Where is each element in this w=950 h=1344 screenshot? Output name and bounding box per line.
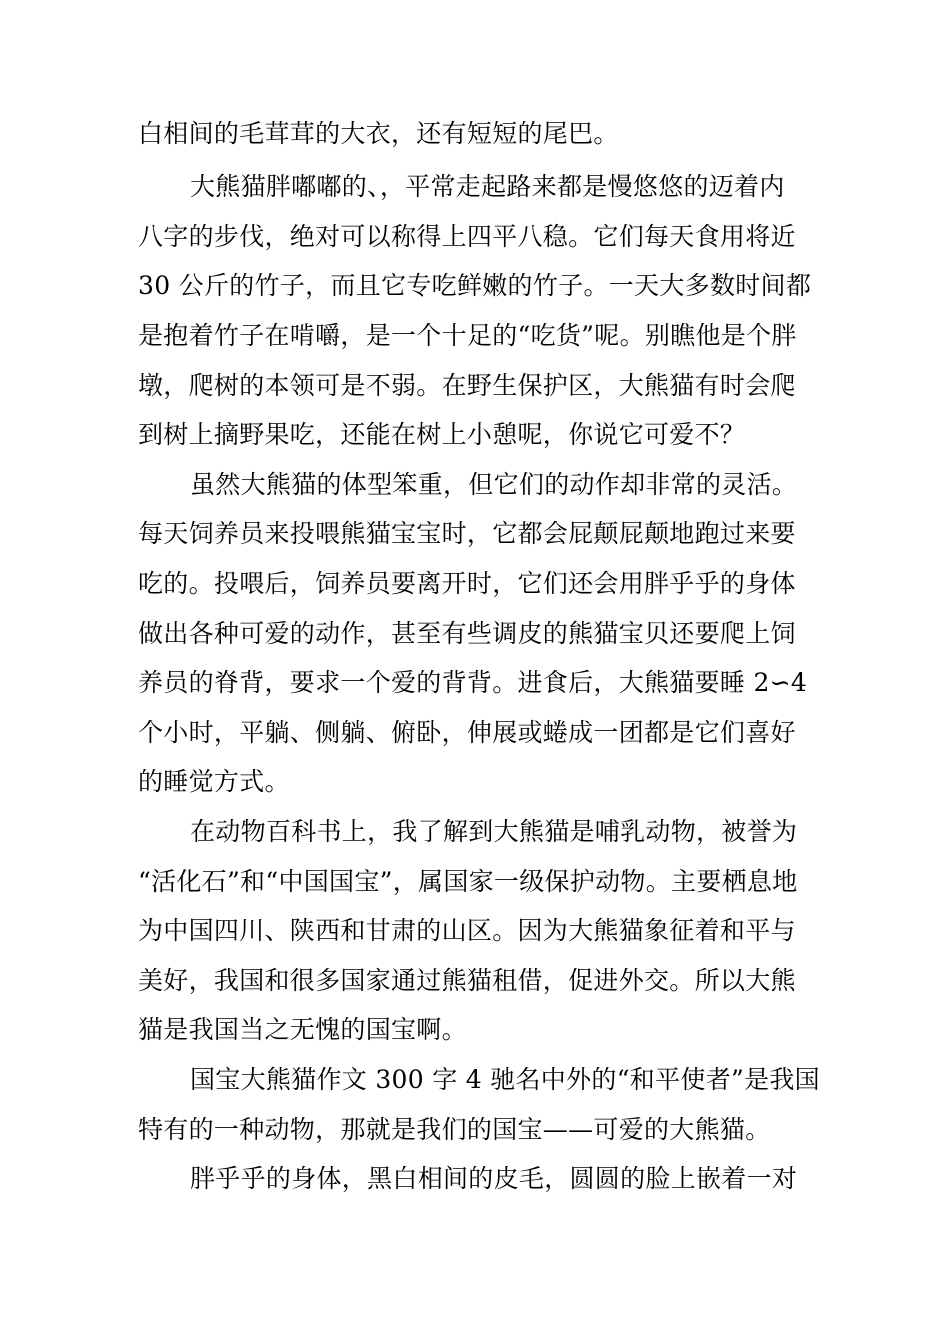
text-line: 是抱着竹子在啃嚼，是一个十足的“吃货”呢。别瞧他是个胖	[138, 321, 797, 350]
text-line: 养员的脊背，要求一个爱的背背。进食后，大熊猫要睡 2∽4	[138, 668, 808, 697]
paragraph-first-line: 虽然大熊猫的体型笨重，但它们的动作却非常的灵活。	[190, 470, 798, 499]
text-line: 个小时，平躺、侧躺、俯卧，伸展或蜷成一团都是它们喜好	[138, 718, 796, 747]
text-line: 的睡觉方式。	[138, 767, 290, 796]
paragraph-first-line: 国宝大熊猫作文 300 字 4 驰名中外的“和平使者”是我国	[190, 1065, 820, 1094]
text-line: 八字的步伐，绝对可以称得上四平八稳。它们每天食用将近	[138, 222, 796, 251]
text-line: 做出各种可爱的动作，甚至有些调皮的熊猫宝贝还要爬上饲	[138, 619, 796, 648]
paragraph-first-line: 在动物百科书上，我了解到大熊猫是哺乳动物，被誉为	[190, 817, 798, 846]
text-line: 白相间的毛茸茸的大衣，还有短短的尾巴。	[138, 119, 619, 148]
paragraph-first-line: 大熊猫胖嘟嘟的、，平常走起路来都是慢悠悠的迈着内	[190, 172, 785, 201]
text-line: 吃的。投喂后，饲养员要离开时，它们还会用胖乎乎的身体	[138, 569, 796, 598]
text-line: “活化石”和“中国国宝”，属国家一级保护动物。主要栖息地	[138, 867, 798, 896]
text-line: 每天饲养员来投喂熊猫宝宝时，它都会屁颠屁颠地跑过来要	[138, 519, 796, 548]
paragraph-first-line: 胖乎乎的身体，黑白相间的皮毛，圆圆的脸上嵌着一对	[190, 1164, 798, 1193]
text-line: 到树上摘野果吃，还能在树上小憩呢，你说它可爱不？	[138, 420, 746, 449]
text-line: 为中国四川、陕西和甘肃的山区。因为大熊猫象征着和平与	[138, 916, 796, 945]
text-line: 30 公斤的竹子，而且它专吃鲜嫩的竹子。一天大多数时间都	[138, 271, 812, 300]
text-line: 猫是我国当之无愧的国宝啊。	[138, 1015, 467, 1044]
text-line: 特有的一种动物，那就是我们的国宝——可爱的大熊猫。	[138, 1115, 771, 1144]
text-line: 墩，爬树的本领可是不弱。在野生保护区，大熊猫有时会爬	[138, 371, 796, 400]
text-line: 美好，我国和很多国家通过熊猫租借，促进外交。所以大熊	[138, 966, 796, 995]
